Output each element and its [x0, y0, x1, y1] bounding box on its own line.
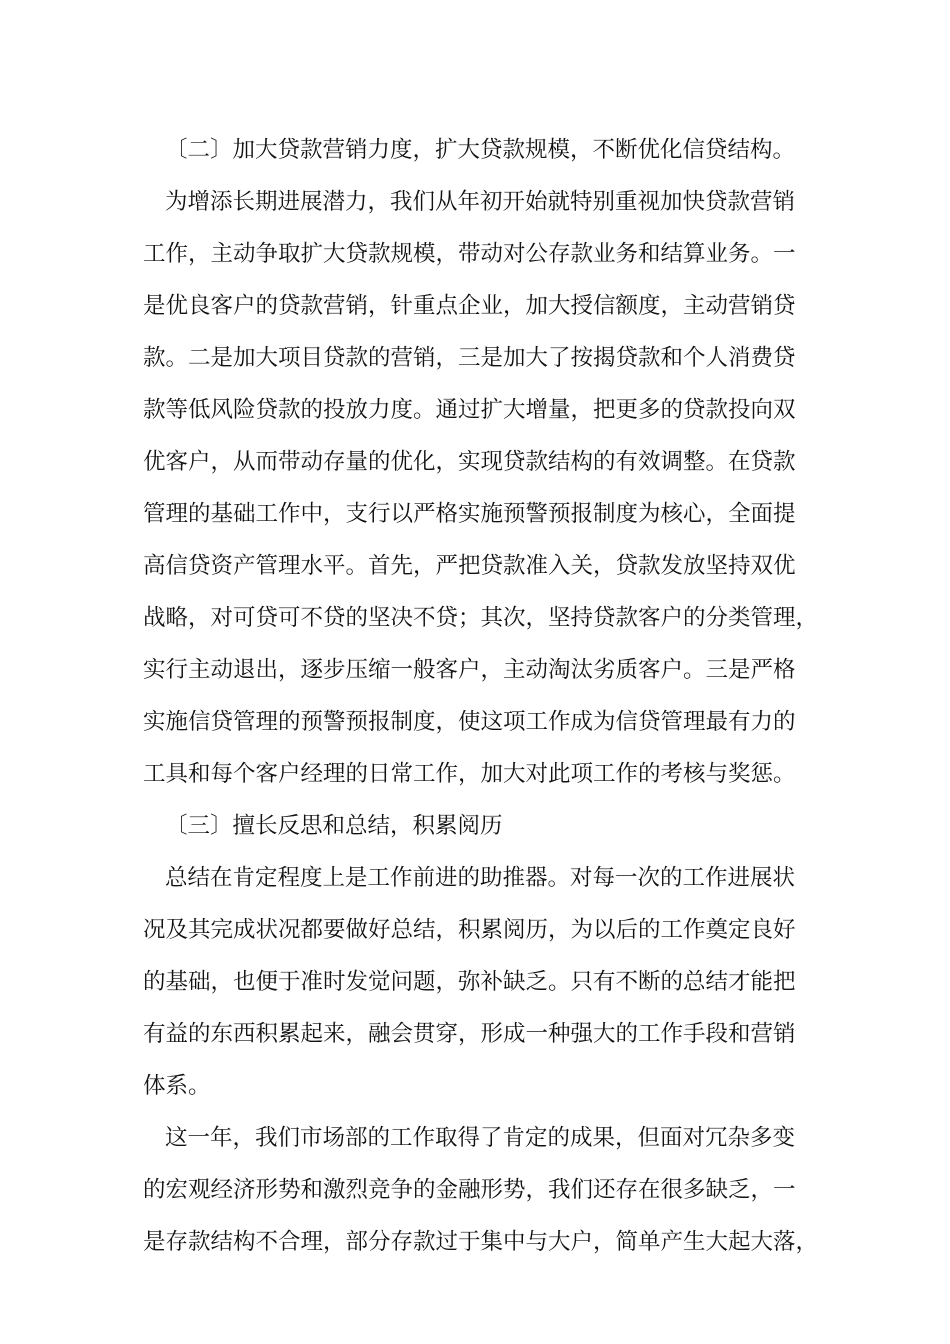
paragraph-line: 优客户，从而带动存量的优化，实现贷款结构的有效调整。在贷款 [143, 449, 796, 475]
paragraph-line: 管理的基础工作中，支行以严格实施预警预报制度为核心，全面提 [143, 501, 796, 527]
paragraph-line: 实行主动退出，逐步压缩一般客户，主动淘汰劣质客户。三是严格 [143, 657, 796, 683]
paragraph-line: 战略，对可贷可不贷的坚决不贷；其次，坚持贷款客户的分类管理， [143, 605, 819, 631]
paragraph-line: 总结在肯定程度上是工作前进的助推器。对每一次的工作进展状 [165, 865, 796, 891]
paragraph-line: 为增添长期进展潜力，我们从年初开始就特别重视加快贷款营销 [165, 189, 796, 215]
paragraph-line: 是优良客户的贷款营销，针重点企业，加大授信额度，主动营销贷 [143, 293, 796, 319]
section-heading: 〔三〕擅长反思和总结，积累阅历 [165, 813, 503, 839]
section-heading: 〔二〕加大贷款营销力度，扩大贷款规模，不断优化信贷结构。 [165, 137, 796, 163]
paragraph-line: 工作，主动争取扩大贷款规模，带动对公存款业务和结算业务。一 [143, 241, 796, 267]
paragraph-line: 有益的东西积累起来，融会贯穿，形成一种强大的工作手段和营销 [143, 1021, 796, 1047]
paragraph-line: 款。二是加大项目贷款的营销，三是加大了按揭贷款和个人消费贷 [143, 345, 796, 371]
paragraph-line: 的基础，也便于准时发觉问题，弥补缺乏。只有不断的总结才能把 [143, 969, 796, 995]
paragraph-line: 体系。 [143, 1073, 211, 1099]
paragraph-line: 高信贷资产管理水平。首先，严把贷款准入关，贷款发放坚持双优 [143, 553, 796, 579]
paragraph-line: 的宏观经济形势和激烈竞争的金融形势，我们还存在很多缺乏，一 [143, 1177, 796, 1203]
paragraph-line: 实施信贷管理的预警预报制度，使这项工作成为信贷管理最有力的 [143, 709, 796, 735]
paragraph-line: 这一年，我们市场部的工作取得了肯定的成果，但面对冗杂多变 [165, 1125, 796, 1151]
paragraph-line: 工具和每个客户经理的日常工作，加大对此项工作的考核与奖惩。 [143, 761, 796, 787]
paragraph-line: 是存款结构不合理，部分存款过于集中与大户，简单产生大起大落， [143, 1229, 819, 1255]
paragraph-line: 款等低风险贷款的投放力度。通过扩大增量，把更多的贷款投向双 [143, 397, 796, 423]
paragraph-line: 况及其完成状况都要做好总结，积累阅历，为以后的工作奠定良好 [143, 917, 796, 943]
